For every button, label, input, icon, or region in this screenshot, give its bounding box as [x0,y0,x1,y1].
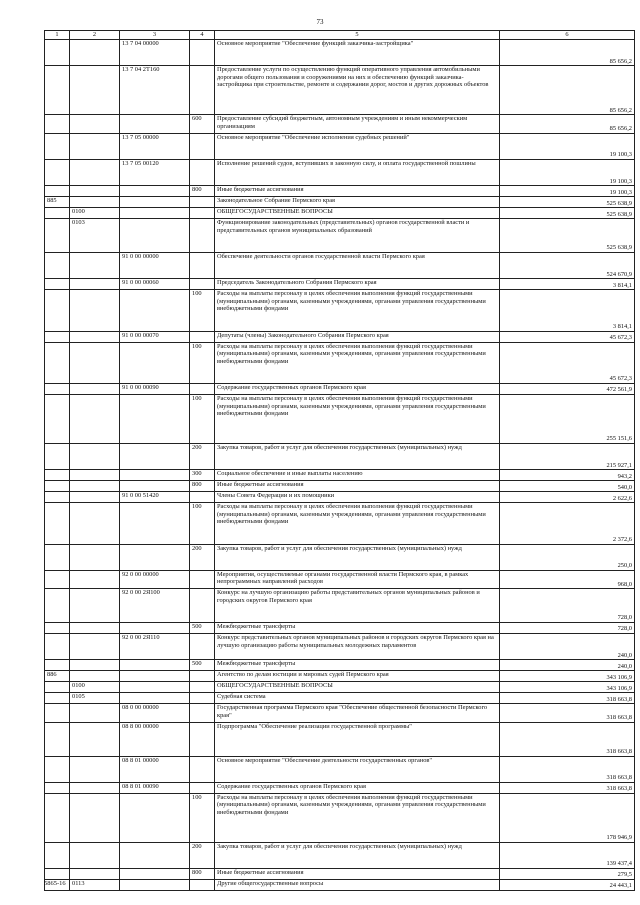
col-4-cell [190,197,215,208]
col-1-cell [45,208,70,219]
table-row [45,869,635,880]
col-3-cell [120,219,190,253]
item-name: Предоставление субсидий бюджетным, автономным учреждениям и иным некоммерческим организациям [215,115,500,134]
col-3-cell [120,208,190,219]
col-1-cell [45,756,70,782]
col-4-cell: 500 [190,623,215,634]
col-2-cell [70,331,120,342]
col-2-cell [70,722,120,756]
amount: 279,5 [500,869,635,880]
item-name: Члены Совета Федерации и их помощники [215,492,500,503]
col-4-cell [190,66,215,115]
col-3-cell: 92 0 00 00000 [120,570,190,589]
col-4-cell [190,208,215,219]
item-name: Расходы на выплаты персоналу в целях обеспечения выполнения функций государственными (муниципальными) органами, казенными учреждениями, органами управления государственными внебюджетными фондами [215,503,500,544]
col-4-cell: 800 [190,186,215,197]
col-2-cell [70,394,120,443]
col-2-cell [70,481,120,492]
col-3-cell [120,481,190,492]
table-row [45,682,635,693]
item-name: Председатель Законодательного Собрания Пермского края [215,279,500,290]
col-4-cell [190,782,215,793]
col-4-cell [190,880,215,891]
col-4-cell [190,383,215,394]
amount: 24 443,1 [500,880,635,891]
item-name: Расходы на выплаты персоналу в целях обеспечения выполнения функций государственными (муниципальными) органами, казенными учреждениями, органами управления государственными внебюджетными фондами [215,793,500,842]
table-row [45,793,635,842]
col-4-cell: 100 [190,342,215,383]
col-2-cell [70,704,120,723]
col-2-cell [70,443,120,469]
col-4-cell [190,40,215,66]
col-3-cell [120,693,190,704]
amount: 3 814,1 [500,279,635,290]
col-3-cell: 92 0 00 2Я100 [120,589,190,623]
col-1-cell [45,470,70,481]
col-1-cell [45,115,70,134]
col-3-cell: 91 0 00 00000 [120,252,190,278]
col-3-cell: 91 0 00 00070 [120,331,190,342]
col-1-cell [45,842,70,868]
table-row [45,219,635,253]
col-3-cell: 91 0 00 00060 [120,279,190,290]
col-3-cell [120,115,190,134]
col-2-cell [70,279,120,290]
col-1-cell [45,133,70,159]
col-2-cell [70,782,120,793]
amount: 45 672,3 [500,331,635,342]
col-1-cell [45,660,70,671]
col-3-cell: 08 8 01 00000 [120,756,190,782]
column-header: 4 [190,31,215,40]
amount: 728,0 [500,623,635,634]
table-row [45,693,635,704]
col-4-cell [190,492,215,503]
col-3-cell [120,186,190,197]
amount: 525 638,9 [500,219,635,253]
table-row [45,660,635,671]
table-row [45,208,635,219]
col-2-cell: 0113 [70,880,120,891]
amount: 19 100,3 [500,186,635,197]
col-2-cell [70,40,120,66]
col-4-cell [190,756,215,782]
col-1-cell [45,634,70,660]
col-2-cell: 0105 [70,693,120,704]
col-3-cell: 08 8 01 00090 [120,782,190,793]
col-3-cell: 08 8 00 00000 [120,722,190,756]
col-2-cell [70,503,120,544]
col-2-cell [70,544,120,570]
col-2-cell [70,115,120,134]
col-3-cell [120,842,190,868]
table-row [45,252,635,278]
col-3-cell: 91 0 00 51420 [120,492,190,503]
col-3-cell [120,793,190,842]
col-4-cell: 200 [190,842,215,868]
col-1-cell [45,290,70,331]
col-4-cell [190,279,215,290]
col-2-cell [70,492,120,503]
amount: 525 638,9 [500,208,635,219]
col-3-cell [120,880,190,891]
column-header: 5 [215,31,500,40]
table-row [45,197,635,208]
item-name: Законодательное Собрание Пермского края [215,197,500,208]
col-4-cell: 100 [190,503,215,544]
col-3-cell [120,394,190,443]
col-2-cell [70,570,120,589]
item-name: Иные бюджетные ассигнования [215,869,500,880]
item-name: Содержание государственных органов Пермского края [215,383,500,394]
col-3-cell [120,197,190,208]
item-name: Обеспечение деятельности органов государственной власти Пермского края [215,252,500,278]
col-1-cell [45,492,70,503]
amount: 45 672,3 [500,342,635,383]
table-row [45,470,635,481]
item-name: Содержание государственных органов Пермского края [215,782,500,793]
col-1-cell [45,693,70,704]
table-row [45,544,635,570]
table-row [45,186,635,197]
col-1-cell [45,481,70,492]
amount: 19 100,3 [500,159,635,185]
col-2-cell [70,671,120,682]
amount: 178 946,9 [500,793,635,842]
item-name: Иные бюджетные ассигнования [215,481,500,492]
column-header: 1 [45,31,70,40]
table-row [45,443,635,469]
item-name: Предоставление услуги по осуществлению функций оперативного управления автомобильными дорогами общего пользования и сооружениями на них и обеспечению функций заказчика-застройщика при строительстве, ремонте и содержании дорог, мостов и других дорожных объектов [215,66,500,115]
col-1-cell [45,682,70,693]
col-3-cell: 91 0 00 00090 [120,383,190,394]
table-row [45,394,635,443]
table-row [45,704,635,723]
col-1-cell [45,782,70,793]
amount: 318 663,8 [500,782,635,793]
item-name: Подпрограмма "Обеспечение реализации государственной программы" [215,722,500,756]
table-row [45,722,635,756]
col-1-cell [45,383,70,394]
col-4-cell [190,634,215,660]
item-name: ОБЩЕГОСУДАРСТВЕННЫЕ ВОПРОСЫ [215,682,500,693]
amount: 2 622,6 [500,492,635,503]
col-1-cell [45,252,70,278]
col-1-cell [45,544,70,570]
table-row [45,623,635,634]
col-2-cell [70,159,120,185]
item-name: Исполнение решений судов, вступивших в законную силу, и оплата государственной пошлины [215,159,500,185]
col-1-cell [45,40,70,66]
amount: 85 656,2 [500,40,635,66]
col-2-cell [70,660,120,671]
column-header: 3 [120,31,190,40]
col-4-cell: 500 [190,660,215,671]
item-name: Функционирование законодательных (представительных) органов государственной власти и представительных органов муниципальных образований [215,219,500,253]
col-4-cell [190,570,215,589]
amount: 343 106,9 [500,671,635,682]
table-row [45,133,635,159]
col-1-cell [45,793,70,842]
table-row [45,342,635,383]
col-3-cell: 13 7 05 00000 [120,133,190,159]
amount: 240,0 [500,634,635,660]
col-4-cell: 800 [190,481,215,492]
item-name: Судебная система [215,693,500,704]
col-3-cell: 13 7 04 2Т160 [120,66,190,115]
table-row [45,671,635,682]
column-header: 6 [500,31,635,40]
col-4-cell: 100 [190,290,215,331]
col-3-cell [120,660,190,671]
item-name: Межбюджетные трансферты [215,623,500,634]
col-2-cell [70,869,120,880]
item-name: Депутаты (члены) Законодательного Собрания Пермского края [215,331,500,342]
col-2-cell [70,133,120,159]
col-4-cell [190,133,215,159]
table-row [45,880,635,891]
col-3-cell [120,671,190,682]
col-2-cell [70,623,120,634]
col-1-cell [45,589,70,623]
item-name: Закупка товаров, работ и услуг для обеспечения государственных (муниципальных) нужд [215,544,500,570]
table-row [45,634,635,660]
col-4-cell: 800 [190,869,215,880]
col-2-cell [70,634,120,660]
col-1-cell [45,623,70,634]
col-4-cell: 200 [190,443,215,469]
amount: 19 100,3 [500,133,635,159]
col-2-cell [70,793,120,842]
col-1-cell [45,219,70,253]
col-2-cell [70,756,120,782]
item-name: Агентство по делам юстиции и мировых судей Пермского края [215,671,500,682]
col-1-cell [45,394,70,443]
col-2-cell [70,66,120,115]
table-row [45,279,635,290]
amount: 540,0 [500,481,635,492]
item-name: Расходы на выплаты персоналу в целях обеспечения выполнения функций государственными (муниципальными) органами, казенными учреждениями, органами управления государственными внебюджетными фондами [215,342,500,383]
table-row [45,290,635,331]
col-4-cell [190,252,215,278]
amount: 215 927,1 [500,443,635,469]
col-1-cell [45,66,70,115]
header-row [45,31,635,40]
table-row [45,115,635,134]
table-row [45,842,635,868]
col-4-cell [190,693,215,704]
table-row [45,503,635,544]
table-row [45,159,635,185]
amount: 85 656,2 [500,115,635,134]
table-row [45,383,635,394]
col-3-cell [120,544,190,570]
col-2-cell [70,342,120,383]
col-2-cell: 0103 [70,219,120,253]
col-1-cell [45,722,70,756]
amount: 343 106,9 [500,682,635,693]
col-2-cell [70,186,120,197]
col-4-cell [190,671,215,682]
amount: 85 656,2 [500,66,635,115]
amount: 943,2 [500,470,635,481]
item-name: Закупка товаров, работ и услуг для обеспечения государственных (муниципальных) нужд [215,443,500,469]
table-row [45,492,635,503]
col-1-cell [45,342,70,383]
col-4-cell [190,682,215,693]
amount: 2 372,6 [500,503,635,544]
amount: 525 638,9 [500,197,635,208]
amount: 139 437,4 [500,842,635,868]
item-name: Социальное обеспечение и иные выплаты населению [215,470,500,481]
col-3-cell [120,503,190,544]
amount: 524 670,9 [500,252,635,278]
table-row [45,782,635,793]
item-name: Мероприятия, осуществляемые органами государственной власти Пермского края, в рамках непрограммных направлений расходов [215,570,500,589]
col-4-cell [190,704,215,723]
col-3-cell: 08 0 00 00000 [120,704,190,723]
table-row [45,589,635,623]
item-name: Другие общегосударственные вопросы [215,880,500,891]
col-3-cell [120,290,190,331]
col-4-cell [190,589,215,623]
item-name: Государственная программа Пермского края "Обеспечение общественной безопасности Пермского края" [215,704,500,723]
item-name: Расходы на выплаты персоналу в целях обеспечения выполнения функций государственными (муниципальными) органами, казенными учреждениями, органами управления государственными внебюджетными фондами [215,290,500,331]
col-1-cell [45,570,70,589]
col-3-cell [120,623,190,634]
table-row [45,570,635,589]
col-1-cell [45,279,70,290]
col-3-cell [120,869,190,880]
col-1-cell [45,186,70,197]
col-4-cell [190,331,215,342]
col-4-cell: 200 [190,544,215,570]
amount: 968,0 [500,570,635,589]
col-2-cell [70,290,120,331]
col-2-cell [70,842,120,868]
col-2-cell [70,252,120,278]
item-name: Конкурс на лучшую организацию работы представительных органов муниципальных районов и городских округов Пермского края [215,589,500,623]
amount: 318 663,8 [500,704,635,723]
table-row [45,40,635,66]
table-row [45,66,635,115]
item-name: Межбюджетные трансферты [215,660,500,671]
item-name: Конкурс представительных органов муниципальных районов и городских округов Пермского края на лучшую организацию работы муниципальных молодежных парламентов [215,634,500,660]
col-4-cell [190,159,215,185]
col-4-cell [190,219,215,253]
item-name: Иные бюджетные ассигнования [215,186,500,197]
col-1-cell [45,704,70,723]
col-3-cell: 92 0 00 2Я110 [120,634,190,660]
item-name: Основное мероприятие "Обеспечение функций заказчика-застройщика" [215,40,500,66]
column-header: 2 [70,31,120,40]
col-3-cell [120,342,190,383]
amount: 318 663,8 [500,693,635,704]
col-3-cell [120,443,190,469]
item-name: Расходы на выплаты персоналу в целях обеспечения выполнения функций государственными (муниципальными) органами, казенными учреждениями, органами управления государственными внебюджетными фондами [215,394,500,443]
col-1-cell [45,331,70,342]
col-3-cell: 13 7 05 00120 [120,159,190,185]
table-row [45,756,635,782]
table-row [45,481,635,492]
col-1-cell: 885 [45,197,70,208]
col-2-cell [70,589,120,623]
amount: 250,0 [500,544,635,570]
col-1-cell [45,159,70,185]
col-2-cell: 0100 [70,208,120,219]
col-2-cell [70,470,120,481]
col-1-cell [45,443,70,469]
col-3-cell [120,470,190,481]
col-4-cell: 100 [190,394,215,443]
item-name: Основное мероприятие "Обеспечение исполнения судебных решений" [215,133,500,159]
col-3-cell: 13 7 04 00000 [120,40,190,66]
amount: 472 561,9 [500,383,635,394]
col-2-cell [70,383,120,394]
col-2-cell [70,197,120,208]
amount: 728,0 [500,589,635,623]
amount: 255 151,6 [500,394,635,443]
amount: 240,0 [500,660,635,671]
amount: 318 663,8 [500,722,635,756]
col-1-cell [45,869,70,880]
item-name: ОБЩЕГОСУДАРСТВЕННЫЕ ВОПРОСЫ [215,208,500,219]
col-4-cell [190,722,215,756]
amount: 3 814,1 [500,290,635,331]
col-4-cell: 100 [190,793,215,842]
col-3-cell [120,682,190,693]
col-1-cell [45,503,70,544]
budget-table [44,30,635,891]
footer-code: 5865-16 [44,880,66,887]
page-number: 73 [316,18,324,26]
col-1-cell: 886 [45,671,70,682]
item-name: Закупка товаров, работ и услуг для обеспечения государственных (муниципальных) нужд [215,842,500,868]
item-name: Основное мероприятие "Обеспечение деятельности государственных органов" [215,756,500,782]
col-4-cell: 600 [190,115,215,134]
table-row [45,331,635,342]
col-2-cell: 0100 [70,682,120,693]
amount: 318 663,8 [500,756,635,782]
col-4-cell: 300 [190,470,215,481]
